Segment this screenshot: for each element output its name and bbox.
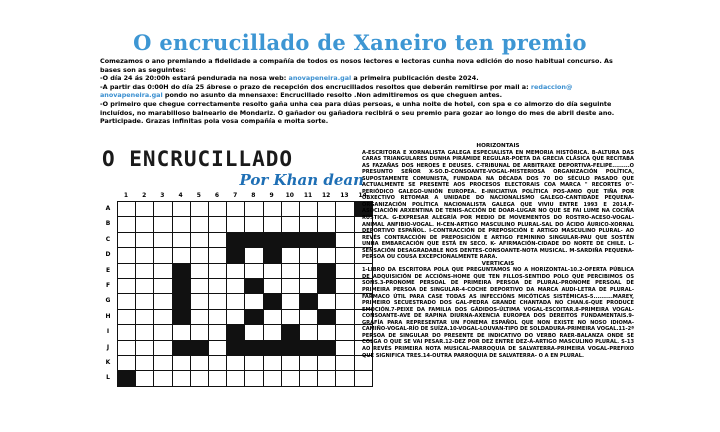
grid-cell[interactable]: [190, 278, 209, 294]
grid-cell[interactable]: [281, 247, 300, 263]
grid-cell[interactable]: [135, 293, 154, 309]
rule-publication: -O día 24 ás 20:00h estará pendurada na nosa web: anovapeneira.gal a primeira publicación deste 2024.: [100, 74, 479, 83]
crossword-logo: [102, 147, 364, 195]
row-label: C: [105, 235, 111, 243]
grid-cell[interactable]: [335, 340, 354, 356]
grid-cell[interactable]: [153, 370, 172, 386]
column-label: 5: [196, 192, 201, 199]
black-cell: [244, 309, 263, 325]
column-label: 7: [233, 192, 238, 199]
rules-intro: Comezamos o ano premiando a fidelidade a compañía de todos os nosos lectores e lectoras cunha nova edición do noso habitual concurso. As bases son as seguintes:: [100, 57, 613, 74]
grid-cell[interactable]: [208, 355, 227, 371]
grid-cell[interactable]: [335, 355, 354, 371]
row-label: K: [105, 359, 111, 366]
row-label: G: [105, 297, 111, 305]
grid-cell[interactable]: [281, 370, 300, 386]
grid-cell[interactable]: [208, 247, 227, 263]
grid-cell[interactable]: [172, 324, 191, 340]
row-label: J: [106, 343, 110, 351]
grid-cell[interactable]: [135, 263, 154, 279]
grid-cell[interactable]: [299, 309, 318, 325]
grid-cell[interactable]: [117, 278, 136, 294]
grid-cell[interactable]: [117, 293, 136, 309]
grid-cell[interactable]: [172, 247, 191, 263]
grid-cell[interactable]: [299, 355, 318, 371]
black-cell: [299, 293, 318, 309]
grid-cell[interactable]: [153, 263, 172, 279]
grid-cell[interactable]: [244, 293, 263, 309]
black-cell: [172, 293, 191, 309]
grid-cell[interactable]: [135, 324, 154, 340]
black-cell: [226, 324, 245, 340]
grid-cell[interactable]: [153, 278, 172, 294]
black-cell: [281, 232, 300, 248]
black-cell: [226, 232, 245, 248]
row-label: B: [105, 220, 111, 228]
row-label: I: [106, 328, 110, 336]
column-label: 10: [285, 192, 294, 199]
grid-cell[interactable]: [281, 355, 300, 371]
grid-cell[interactable]: [117, 263, 136, 279]
black-cell: [281, 324, 300, 340]
grid-cell[interactable]: [208, 340, 227, 356]
grid-cell[interactable]: [244, 370, 263, 386]
grid-cell[interactable]: [281, 216, 300, 232]
black-cell: [244, 340, 263, 356]
horizontal-heading: HORIZONTAIS: [476, 143, 520, 149]
contest-rules: [100, 57, 635, 126]
grid-cell[interactable]: [117, 309, 136, 325]
grid-cell[interactable]: [299, 370, 318, 386]
grid-cell[interactable]: [208, 216, 227, 232]
grid-cell[interactable]: [135, 216, 154, 232]
grid-cell[interactable]: [190, 293, 209, 309]
grid-cell[interactable]: [263, 355, 282, 371]
grid-cell[interactable]: [117, 216, 136, 232]
black-cell: [117, 370, 136, 386]
grid-cell[interactable]: [208, 201, 227, 217]
black-cell: [263, 293, 282, 309]
grid-cell[interactable]: [299, 216, 318, 232]
column-label: 13: [340, 192, 349, 199]
column-label: 9: [269, 192, 274, 199]
grid-cell[interactable]: [263, 263, 282, 279]
rule-prize: -O primeiro que chegue correctamente resolto gaña unha cea para dúas persoas, e unha noite de hotel, con spa e co almorzo do día seguinte incluídos, no marabilloso balneario de Mondariz. O gañador ou gañadora recibirá o seu premio para gozar ao longo do mes de abril deste ano.: [100, 99, 615, 117]
grid-cell[interactable]: [226, 201, 245, 217]
grid-cell[interactable]: [208, 278, 227, 294]
grid-cell[interactable]: [153, 340, 172, 356]
grid-cell[interactable]: [335, 324, 354, 340]
grid-cell[interactable]: [335, 293, 354, 309]
grid-cell[interactable]: [226, 370, 245, 386]
grid-cell[interactable]: [335, 263, 354, 279]
grid-cell[interactable]: [226, 293, 245, 309]
column-label: 6: [214, 192, 220, 199]
black-cell: [172, 309, 191, 325]
vertical-heading: VERTICAIS: [481, 260, 515, 267]
logo-title: O ENCRUCILLADO: [102, 147, 294, 171]
grid-cell[interactable]: [244, 263, 263, 279]
clues-panel: [362, 143, 634, 359]
black-cell: [281, 340, 300, 356]
grid-cell[interactable]: [335, 370, 354, 386]
grid-cell[interactable]: [135, 355, 154, 371]
grid-cell[interactable]: [190, 355, 209, 371]
grid-cell[interactable]: [226, 309, 245, 325]
grid-cell[interactable]: [208, 324, 227, 340]
black-cell: [317, 278, 336, 294]
black-cell: [172, 278, 191, 294]
grid-cell[interactable]: [208, 293, 227, 309]
black-cell: [172, 340, 191, 356]
grid-cell[interactable]: [226, 216, 245, 232]
grid-cell[interactable]: [135, 370, 154, 386]
black-cell: [317, 340, 336, 356]
row-label: E: [105, 266, 111, 274]
grid-cell[interactable]: [153, 201, 172, 217]
grid-cell[interactable]: [190, 216, 209, 232]
grid-cell[interactable]: [244, 216, 263, 232]
grid-cell[interactable]: [117, 232, 136, 248]
black-cell: [226, 247, 245, 263]
grid-cell[interactable]: [153, 247, 172, 263]
grid-cell[interactable]: [208, 263, 227, 279]
grid-cell[interactable]: [263, 309, 282, 325]
column-label: 12: [322, 192, 331, 199]
grid-cell[interactable]: [153, 309, 172, 325]
column-label: 8: [251, 192, 256, 199]
row-label: H: [105, 312, 111, 320]
column-label: 1: [123, 192, 129, 199]
grid-cell[interactable]: [153, 293, 172, 309]
row-label: F: [105, 282, 111, 289]
black-cell: [172, 263, 191, 279]
page-title: O encrucillado de Xaneiro ten premio: [133, 30, 587, 55]
grid-cell[interactable]: [299, 278, 318, 294]
grid-cell[interactable]: [172, 370, 191, 386]
black-cell: [263, 247, 282, 263]
grid-cell[interactable]: [172, 232, 191, 248]
black-cell: [263, 232, 282, 248]
black-cell: [317, 232, 336, 248]
grid-cell[interactable]: [281, 309, 300, 325]
grid-cell[interactable]: [135, 278, 154, 294]
grid-cell[interactable]: [335, 232, 354, 248]
grid-cell[interactable]: [135, 309, 154, 325]
grid-cell[interactable]: [117, 201, 136, 217]
grid-cell[interactable]: [317, 201, 336, 217]
grid-cell[interactable]: [335, 278, 354, 294]
grid-cell[interactable]: [281, 201, 300, 217]
grid-cell[interactable]: [190, 247, 209, 263]
grid-cell[interactable]: [135, 232, 154, 248]
black-cell: [244, 232, 263, 248]
column-label: 3: [160, 192, 165, 199]
grid-cell[interactable]: [317, 324, 336, 340]
grid-cell[interactable]: [153, 216, 172, 232]
grid-cell[interactable]: [135, 247, 154, 263]
grid-cell[interactable]: [335, 216, 354, 232]
grid-cell[interactable]: [335, 247, 354, 263]
grid-cell[interactable]: [153, 355, 172, 371]
grid-cell[interactable]: [263, 278, 282, 294]
column-label: 2: [142, 192, 147, 199]
grid-cell[interactable]: [317, 247, 336, 263]
grid-cell[interactable]: [354, 370, 373, 386]
grid-cell[interactable]: [117, 247, 136, 263]
grid-cell[interactable]: [153, 324, 172, 340]
grid-cell[interactable]: [263, 216, 282, 232]
black-cell: [317, 309, 336, 325]
grid-cell[interactable]: [299, 201, 318, 217]
grid-cell[interactable]: [190, 309, 209, 325]
grid-cell[interactable]: [190, 232, 209, 248]
grid-cell[interactable]: [244, 355, 263, 371]
grid-cell[interactable]: [135, 201, 154, 217]
grid-cell[interactable]: [172, 216, 191, 232]
grid-cell[interactable]: [226, 278, 245, 294]
grid-cell[interactable]: [317, 293, 336, 309]
grid-cell[interactable]: [172, 355, 191, 371]
website-link[interactable]: anovapeneira.gal: [288, 74, 352, 83]
grid-cell[interactable]: [281, 293, 300, 309]
rules-closing: Participade. Grazas infinitas pola vosa compañía e moita sorte.: [100, 117, 329, 126]
black-cell: [244, 278, 263, 294]
black-cell: [190, 340, 209, 356]
grid-cell[interactable]: [299, 263, 318, 279]
black-cell: [317, 263, 336, 279]
grid-cell[interactable]: [299, 324, 318, 340]
grid-cell[interactable]: [190, 370, 209, 386]
grid-cell[interactable]: [117, 324, 136, 340]
grid-cell[interactable]: [317, 370, 336, 386]
grid-cell[interactable]: [117, 340, 136, 356]
row-label: A: [105, 205, 111, 212]
grid-cell[interactable]: [208, 370, 227, 386]
grid-cell[interactable]: [244, 201, 263, 217]
grid-cell[interactable]: [190, 263, 209, 279]
column-label: 14: [358, 192, 367, 199]
black-cell: [226, 340, 245, 356]
grid-cell[interactable]: [190, 324, 209, 340]
grid-cell[interactable]: [153, 232, 172, 248]
grid-cell[interactable]: [263, 370, 282, 386]
grid-cell[interactable]: [208, 309, 227, 325]
row-label: D: [105, 251, 111, 259]
grid-cell[interactable]: [299, 247, 318, 263]
rule-submission: -A partir das 0:00H do día 25 ábrese o prazo de recepción dos encrucillados resoltos que deberán remitirse por mail a: redaccion@ anovapeneira.gal pondo no asunto da mnensaxe: Encrucillado resolto .Non admitiremos os que cheguen antes.: [100, 82, 573, 100]
grid-cell[interactable]: [244, 247, 263, 263]
column-label: 11: [303, 192, 313, 199]
grid-cell[interactable]: [244, 324, 263, 340]
grid-cell[interactable]: [172, 201, 191, 217]
row-label: L: [106, 374, 110, 382]
grid-cell[interactable]: [208, 232, 227, 248]
grid-cell[interactable]: [226, 355, 245, 371]
grid-cell[interactable]: [263, 201, 282, 217]
grid-cell[interactable]: [226, 263, 245, 279]
grid-cell[interactable]: [335, 309, 354, 325]
black-cell: [299, 340, 318, 356]
grid-cell[interactable]: [281, 278, 300, 294]
grid-cell[interactable]: [135, 340, 154, 356]
grid-cell[interactable]: [317, 216, 336, 232]
grid-cell[interactable]: [335, 201, 354, 217]
horizontal-clues: A-ESCRITORA E XORNALISTA GALEGA ESPECIALISTA EN MEMORIA HISTÓRICA. B-ALTURA DAS CARAS TRIANGULARES DUNHA PIRÁMIDE REGULAR-POETA DA GRECIA CLÁSICA QUE RECITABA AS FAZAÑAS DOS HEROES E DEUSES. C-TRIBUNAL DE ARBITRAXE DEPORTIVA-FELIPE.........O PRESUNTO SEÑOR X-SO.D-CONSOANTE-VOGAL-MISTERIOSA ORGANIZACIÓN POLÍTICA, SUPOSTAMENTE COMUNISTA, FUNDADA NA DÉCADA DOS 70 DO SÉCULO PASADO QUE ACTUALMENTE SE PRESENTE AOS PROCESOS ELECTORAIS COA MARCA " RECORTES 0"-PERIÓDICO GALEGO-UNIÓN EUROPEA. E-INICIATIVA POLÍTICA POS-AMIO QUE TIÑA POR OBXECTIVO RETOMAR A UNIDADE DO NACIONALISMO GALEGO-CANTIDADE PEQUENA-ORGANIZACIÓN POLÍTICA NACIONALISTA GALEGA QUE VIVIU ENTRE 1993 E 2014.F-ASOCIACIÓN ARXENTINA DE TENIS-ACCIÓN DE DOAR-LUGAR NO QUE SE FAI LUME NA COCIÑA RÚSTICA. G-EXPRESAR ALEGRÍA POR MEDIO DE MOVEMENTOS DO ROSTRO-ACESO-VOGAL-ANIMAL ANFIBIO-VOGAL. H-CEN-ARTIGO MASCULINO PLURAL-SAL DO ÁCIDO ÁURICO-XORNAL DEPORTIVO ESPAÑOL. I-CONTRACCIÓN DE PREPOSICIÓN E ARTIGO MASCULINO PLURAL- AO REVÉS CONTRACCIÓN DE PREPOSICIÓN E ARTIGO FEMININO SINGULAR-PAU QUE SOSTÉN UNHA EMBARCACIÓN QUE ESTÁ EN SECO. K- AFIRMACIÓN-CIDADE DO NORTE DE CHILE. L-SENSACIÓN DESAGRADABLE NOS DENTES-CONSOANTE-NOTA MUSICAL. M-SARDIÑA PEQUENA-PERSOA OU COUSA EXCEPCIONALMENTE RARA.: [362, 149, 634, 261]
grid-cell[interactable]: [281, 263, 300, 279]
vertical-clues: 1-LIBRO DA ESCRITORA POLA QUE PREGUNTAMOS NO A HORIZONTAL-10.2-OFERTA PÚBLICA DE ADQUISICIÓN DE ACCIÓNS-HOME QUE TEN FILLOS-SENTIDO POLO QUE PERCIBIMOS OS SONS.3-PRONOME PERSOAL DE PRIMEIRA PERSOA DE PLURAL-PRONOME PERSOAL DE PRIMEIRA PERSOA DE SINGULAR-4-COCHE DEPORTIVO DA MARCA AUDI-LETRA DE PLURAL-FÁRMACO ÚTIL PARA CASE TODAS AS INFECCIÓNS MICÓTICAS SISTÉMICAS-5..........MAREY, PRIMEIRO SECUESTRADO DOS GAL-PEDRA GRANDE CHANTADA NO CHAN.6-QUE PRODUCE EMOCIÓN.7-PEIXE DA FAMILIA DOS GÁDIDOS-ÚLTIMA VOGAL-ESCOITAR.8-PRIMEIRA VOGAL-CONSOANTE-AVE DE RAPINA DIURNA-AXENCIA EUROPEA DOS DEREITOS FUNDAMENTAIS.9-GRAFÍA PARA REPRESENTAR UN FONEMA ESPAÑOL QUE NON EXISTE NO NOSO IDIOMA-CAMIÑO-VOGAL-RÍO DE SUÍZA.10-VOGAL-LOUVAN-TIPO DE SOLDADURA-PRIMEIRA VOGAL.11-2ª PERSOA DE SINGULAR DO PRESENTE DE INDICATIVO DO VERBO RAER-BALANZA ONDE SE COLGA O QUE SE VAI PESAR.12-DEZ POR DEZ ENTRE DEZ-Á-ARTIGO MASCULINO PLURAL. S-13 AO REVÉS PRIMEIRA NOTA MUSICAL-PARROQUIA DE SALVATERRA-PRIMEIRA VOGAL-PREFIXO QUE SIGNIFICA TRES.14-OUTRA PARROQUIA DE SALVATERRA- O A EN PLURAL.: [362, 267, 634, 359]
grid-cell[interactable]: [190, 201, 209, 217]
email-link[interactable]: redaccion@ anovapeneira.gal: [100, 82, 573, 100]
grid-cell[interactable]: [263, 324, 282, 340]
black-cell: [263, 340, 282, 356]
logo-author: Por Khan dean: [239, 171, 364, 189]
black-cell: [299, 232, 318, 248]
column-label: 4: [178, 192, 183, 199]
grid-cell[interactable]: [317, 355, 336, 371]
grid-cell[interactable]: [117, 355, 136, 371]
